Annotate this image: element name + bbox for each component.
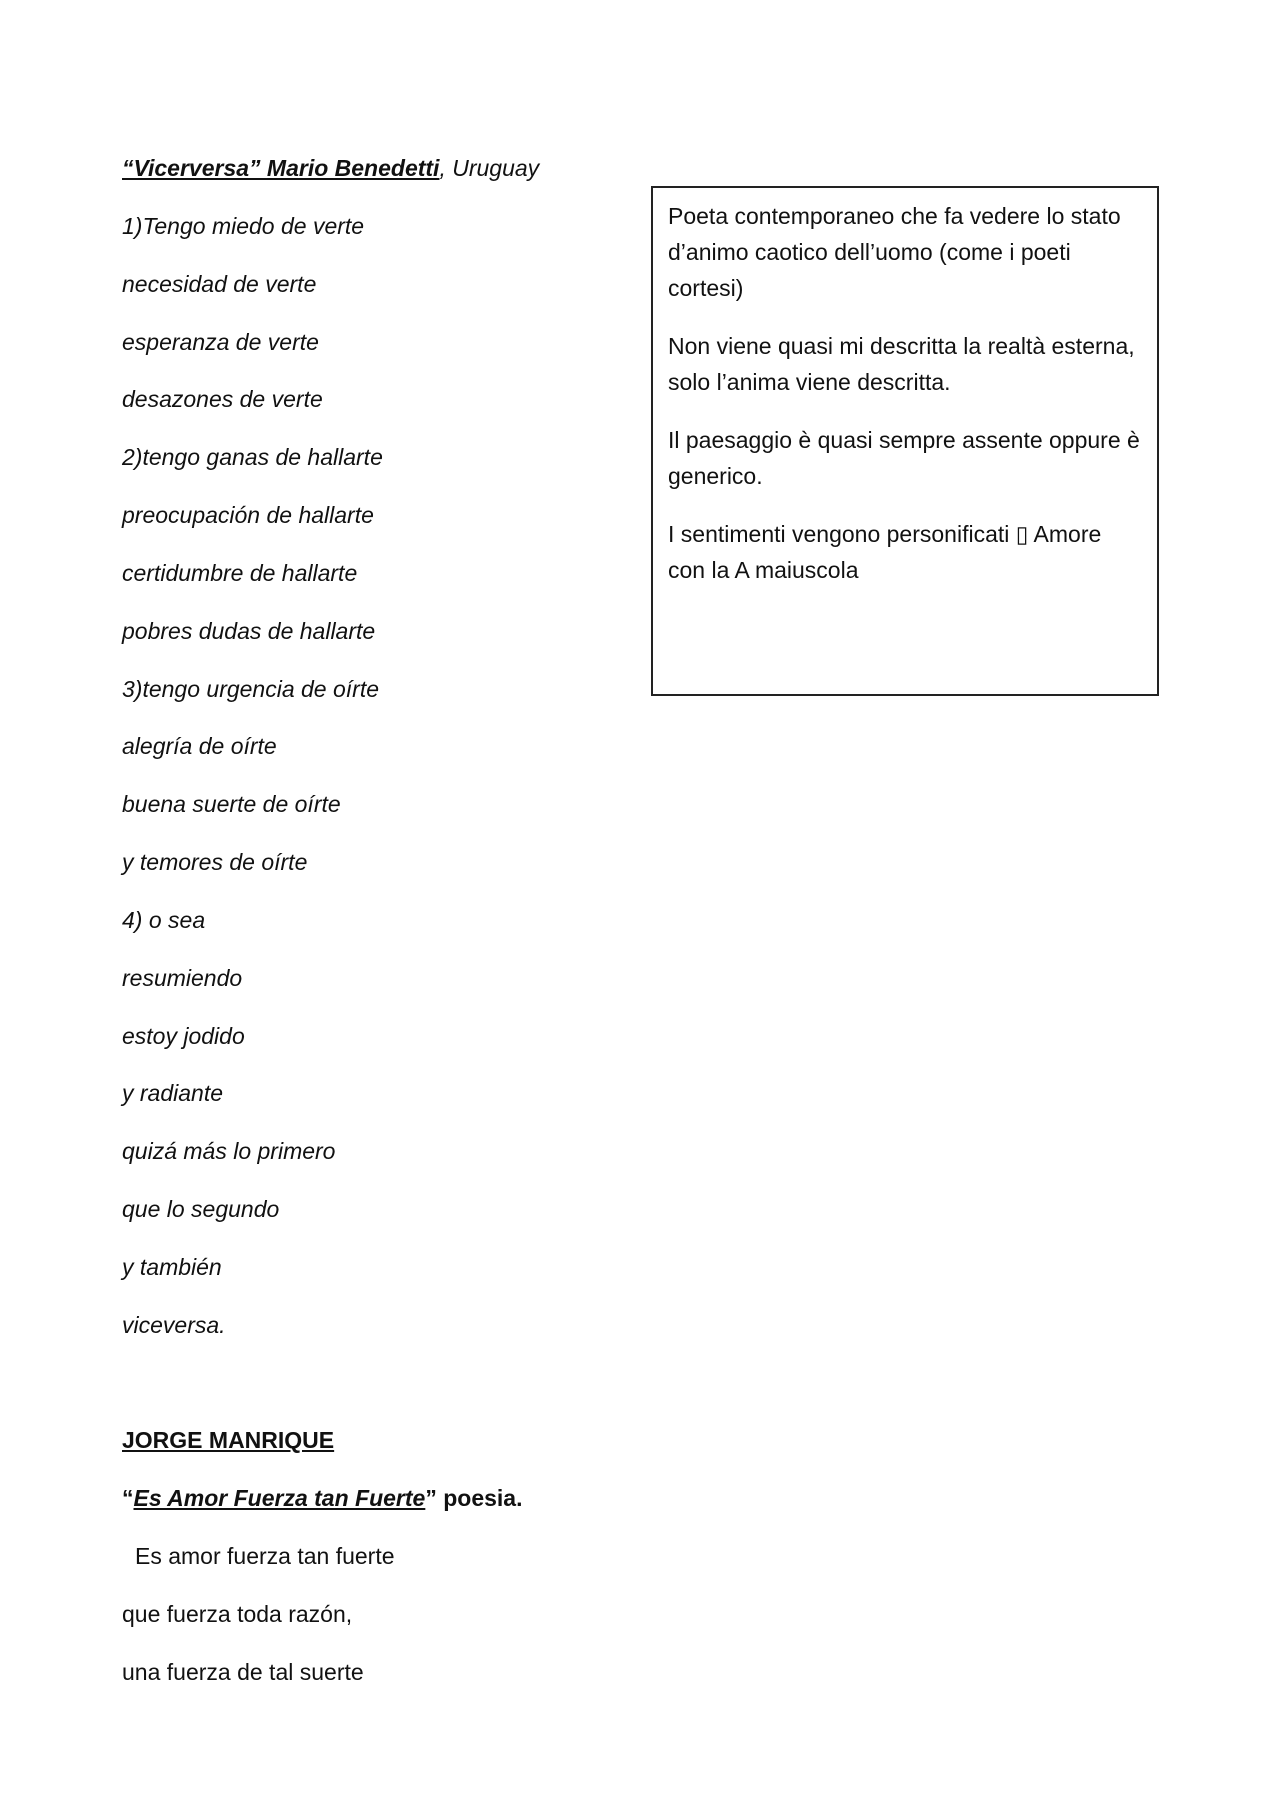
poem-line: 2)tengo ganas de hallarte [122,444,383,470]
poem2-line: Es amor fuerza tan fuerte [135,1543,395,1569]
note-paragraph: Poeta contemporaneo che fa vedere lo stato d’animo caotico dell’uomo (come i poeti cortesi) [668,203,1121,301]
poem-line: preocupación de hallarte [122,502,374,528]
note-paragraph: Non viene quasi mi descritta la realtà esterna, solo l’anima viene descritta. [668,333,1135,395]
poem-line: quizá más lo primero [122,1138,336,1164]
poem-line: viceversa. [122,1312,226,1338]
poem-title [122,153,539,183]
section-title [122,1483,522,1513]
poem-title-main: “Vicerversa” Mario Benedetti [122,155,440,181]
note-paragraph: I sentimenti vengono personificati ▯ Amore con la A maiuscola [668,521,1102,583]
poem-line: certidumbre de hallarte [122,560,358,586]
poem-line: 4) o sea [122,907,206,933]
poem-line: 1)Tengo miedo de verte [122,213,365,239]
poem-line: buena suerte de oírte [122,791,341,817]
poem-line: pobres dudas de hallarte [122,618,376,644]
poem-line: y también [122,1254,222,1280]
poem-line: 3)tengo urgencia de oírte [122,676,380,702]
poem-line: necesidad de verte [122,271,317,297]
poem-line: esperanza de verte [122,329,319,355]
poem-line: y temores de oírte [122,849,308,875]
poem-title-country: , Uruguay [439,155,540,181]
title-open-quote: “ [122,1485,134,1511]
poem-line: resumiendo [122,965,243,991]
title-suffix: poesia. [436,1485,523,1511]
poem-line: alegría de oírte [122,733,277,759]
poem2-line: que fuerza toda razón, [122,1601,353,1627]
section-author: JORGE MANRIQUE [122,1427,335,1453]
poem-line: desazones de verte [122,386,323,412]
note-paragraph: Il paesaggio è quasi sempre assente oppure è generico. [668,427,1140,489]
poem-line: que lo segundo [122,1196,280,1222]
poem2-line: una fuerza de tal suerte [122,1659,364,1685]
title-close-quote: ” [425,1485,437,1511]
notes-box [651,186,1159,696]
poem-line: estoy jodido [122,1023,245,1049]
title-text: Es Amor Fuerza tan Fuerte [133,1485,426,1511]
poem-line: y radiante [122,1080,224,1106]
